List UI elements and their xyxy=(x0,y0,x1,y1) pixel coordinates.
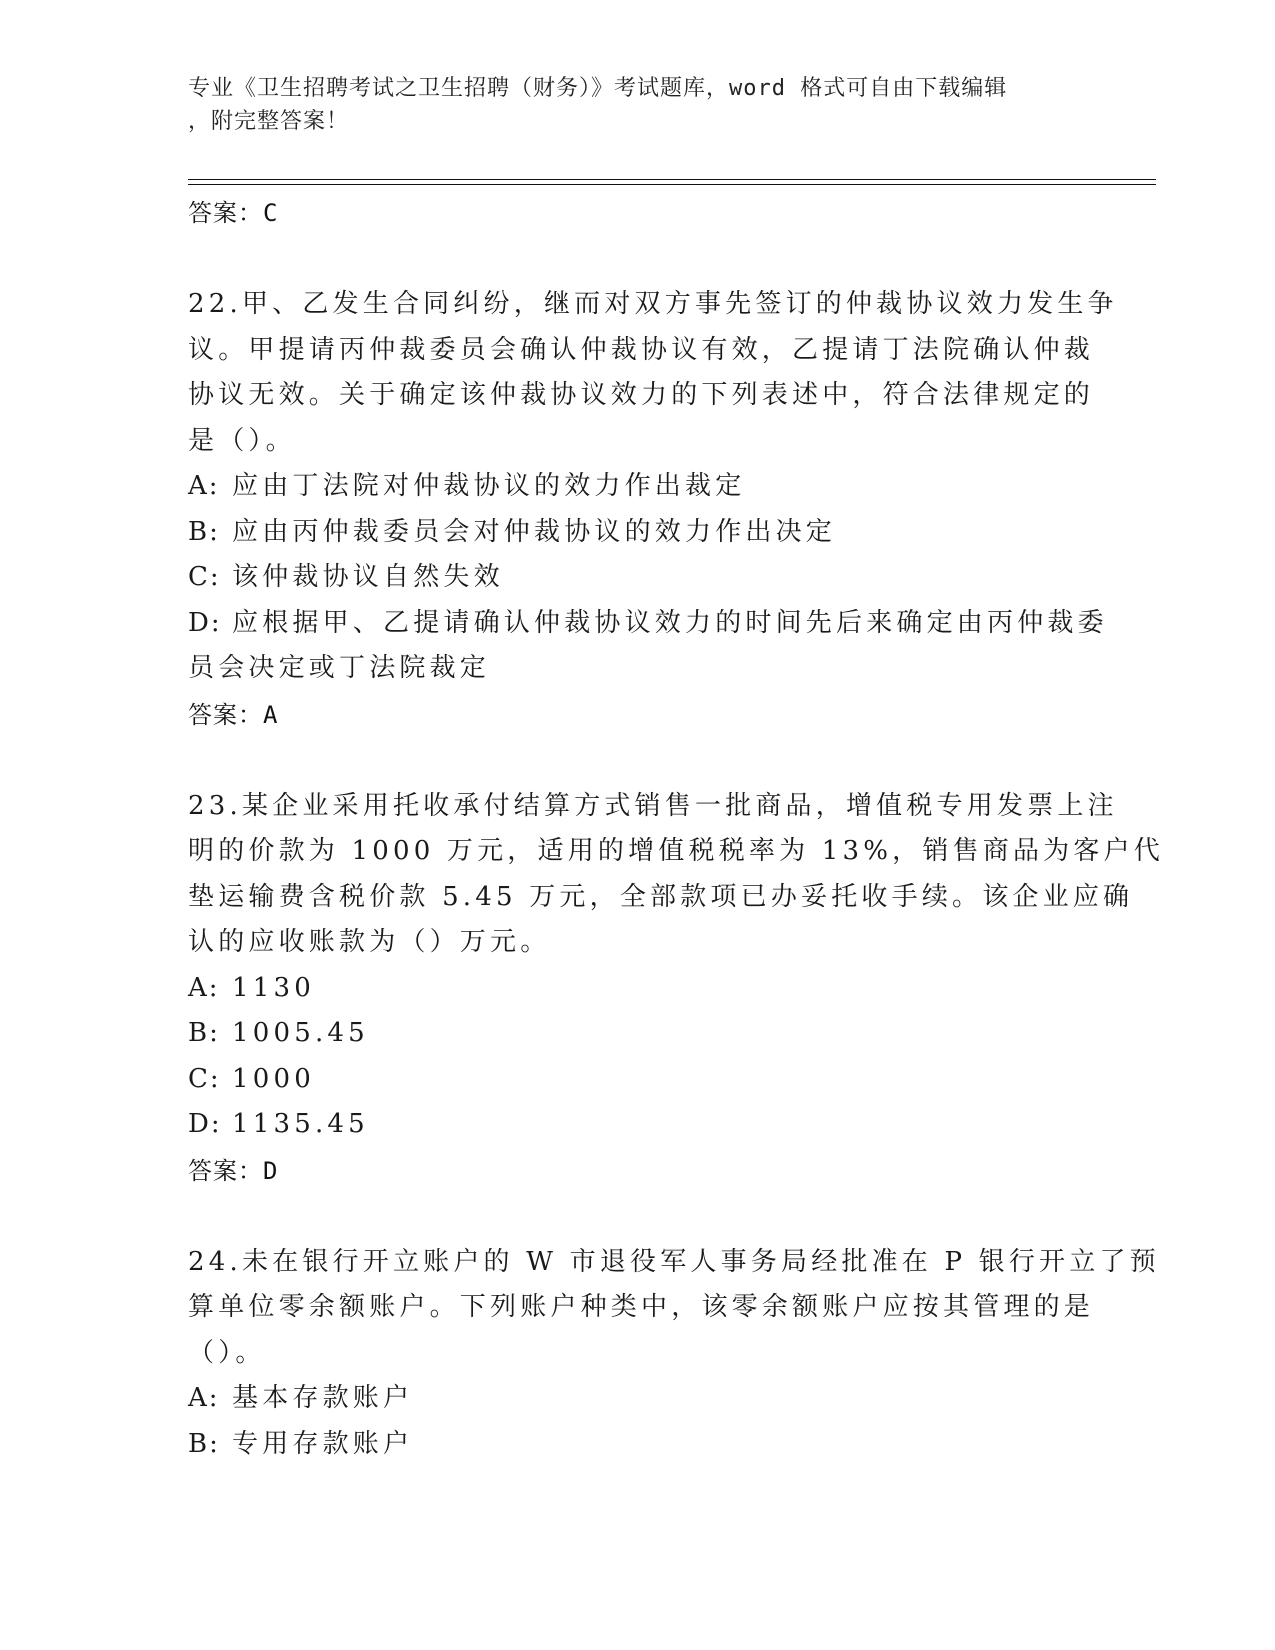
option-key: A: xyxy=(188,471,220,501)
header-line: 专业《卫生招聘考试之卫生招聘（财务）》考试题库，word 格式可自由下载编辑 xyxy=(188,76,1008,101)
option-line xyxy=(188,1057,1088,1103)
question-stem-line: （）。 xyxy=(188,1337,266,1368)
question-stem-line: 议。甲提请丙仲裁委员会确认仲裁协议有效，乙提请丁法院确认仲裁 xyxy=(188,334,1095,365)
question-list xyxy=(188,190,1164,1467)
answer-option xyxy=(188,1102,1088,1148)
question-item xyxy=(188,1240,1160,1468)
question-stem xyxy=(188,282,1118,464)
option-text: 员会决定或丁法院裁定 xyxy=(188,653,491,683)
question-stem-line: 协议无效。关于确定该仲裁协议效力的下列表述中，符合法律规定的 xyxy=(188,380,1095,410)
option-key: B: xyxy=(188,516,220,547)
option-key: B: xyxy=(188,1018,220,1048)
answer-option xyxy=(188,1376,1088,1422)
answer-option xyxy=(188,1057,1088,1103)
question-stem-line: 24.未在银行开立账户的 W 市退役军人事务局经批准在 P 银行开立了预 xyxy=(188,1246,1160,1277)
answer-option xyxy=(188,464,1088,510)
option-line xyxy=(188,1102,1088,1148)
answer-option xyxy=(188,1011,1088,1057)
option-line xyxy=(188,646,1088,692)
answer-option xyxy=(188,966,1088,1012)
option-line xyxy=(188,510,1088,556)
question-item xyxy=(188,282,1118,738)
question-stem-line: 算单位零余额账户。下列账户种类中，该零余额账户应按其管理的是 xyxy=(188,1292,1095,1322)
option-text: 该仲裁协议自然失效 xyxy=(232,562,504,592)
option-text: 1000 xyxy=(232,1063,315,1094)
answer-option xyxy=(188,601,1108,692)
question-stem-line: 垫运输费含税价款 5.45 万元，全部款项已办妥托收手续。该企业应确 xyxy=(188,881,1134,912)
option-line xyxy=(188,601,1108,647)
answer-option xyxy=(188,510,1088,556)
option-line xyxy=(188,966,1088,1012)
option-line xyxy=(188,555,1088,601)
option-line xyxy=(188,1011,1088,1057)
header-line: ，附完整答案！ xyxy=(188,109,350,134)
option-text: 专用存款账户 xyxy=(232,1428,414,1459)
option-text: 应根据甲、乙提请确认仲裁协议效力的时间先后来确定由丙仲裁委 xyxy=(232,607,1108,638)
option-key: D: xyxy=(188,1109,222,1139)
option-key: D: xyxy=(188,607,222,638)
option-text: 1130 xyxy=(232,972,315,1003)
question-stem-line: 22.甲、乙发生合同纠纷，继而对双方事先签订的仲裁协议效力发生争 xyxy=(188,289,1118,319)
option-text: 应由丁法院对仲裁协议的效力作出裁定 xyxy=(232,471,746,501)
document-header xyxy=(188,72,1088,138)
answer-option xyxy=(188,1422,1088,1468)
option-text: 1005.45 xyxy=(232,1018,369,1048)
answer-key: 答案：D xyxy=(188,1156,279,1185)
option-key: C: xyxy=(188,562,221,592)
option-text: 基本存款账户 xyxy=(232,1383,414,1413)
option-key: B: xyxy=(188,1428,220,1459)
option-line xyxy=(188,1376,1088,1422)
question-stem-line: 认的应收账款为（）万元。 xyxy=(188,927,551,957)
option-key: A: xyxy=(188,1383,220,1413)
answer-key: 答案：C xyxy=(188,199,279,227)
question-stem xyxy=(188,784,1164,966)
question-stem-line: 是（）。 xyxy=(188,425,296,456)
option-key: C: xyxy=(188,1063,221,1094)
question-item xyxy=(188,784,1164,1194)
option-text: 1135.45 xyxy=(232,1109,369,1139)
answer-key: 答案：A xyxy=(188,700,279,729)
option-key: A: xyxy=(188,972,220,1003)
question-stem xyxy=(188,1240,1160,1377)
question-stem-line: 明的价款为 1000 万元，适用的增值税税率为 13%，销售商品为客户代 xyxy=(188,836,1164,866)
option-line xyxy=(188,464,1088,510)
header-divider xyxy=(188,179,1156,180)
question-stem-line: 23.某企业采用托收承付结算方式销售一批商品，增值税专用发票上注 xyxy=(188,790,1118,821)
answer-option xyxy=(188,555,1088,601)
header-divider xyxy=(188,184,1156,185)
option-line xyxy=(188,1422,1088,1468)
option-text: 应由丙仲裁委员会对仲裁协议的效力作出决定 xyxy=(232,516,837,547)
